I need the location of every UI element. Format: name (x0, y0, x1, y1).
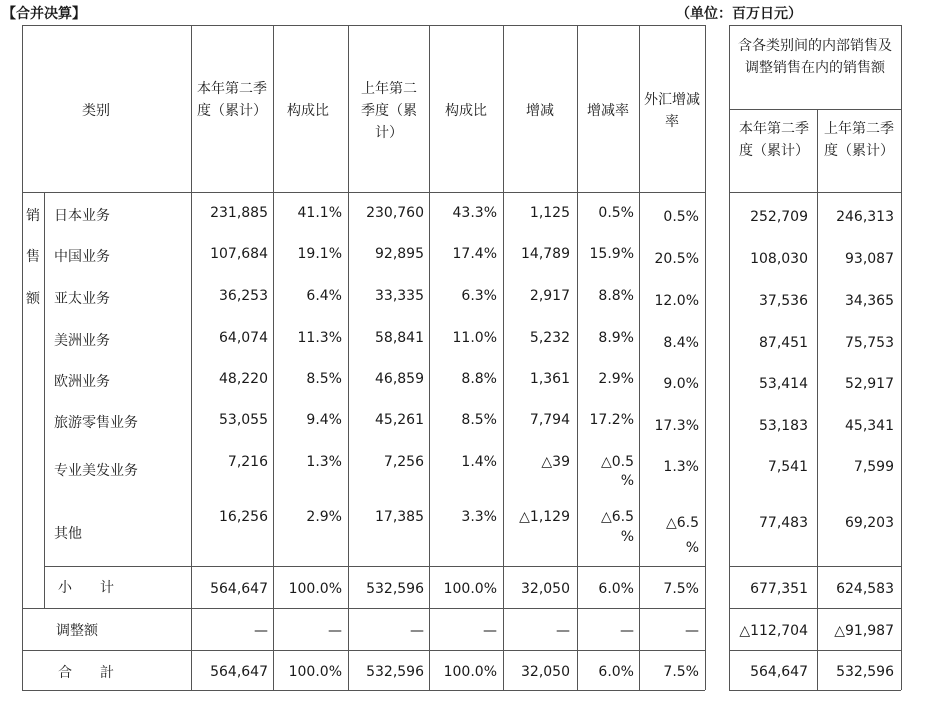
cell-fx-rate: 8.4% (663, 335, 699, 351)
cell-ratio-1: 19.1% (297, 246, 342, 262)
adjustment-int-last-year: △91,987 (834, 623, 894, 639)
cell-ratio-1: 2.9% (306, 509, 342, 525)
table-left-border (22, 25, 23, 690)
cell-change-rate: 15.9% (589, 246, 634, 262)
subtotal-ratio-2: 100.0% (443, 581, 497, 597)
header-int-last-year: 上年第二季度（累计） (824, 121, 894, 159)
row-name: 亚太业务 (54, 291, 110, 307)
right-col-divider (817, 109, 818, 690)
cell-last-year: 45,261 (375, 412, 424, 428)
side-label-char-1: 销 (26, 208, 40, 224)
row-name: 美洲业务 (54, 333, 110, 349)
cell-ratio-2: 43.3% (452, 205, 497, 221)
cell-fx-rate: 1.3% (663, 459, 699, 475)
adjustment-ratio-2: — (483, 623, 497, 639)
header-int-this-year: 本年第二季度（累计） (739, 121, 809, 159)
cell-change-rate: △0.5 (600, 454, 634, 470)
total-int-this-year: 564,647 (750, 664, 808, 680)
cell-this-year: 107,684 (210, 246, 268, 262)
cell-ratio-2: 8.5% (461, 412, 497, 428)
table-top-border (22, 25, 705, 26)
cell-this-year: 16,256 (219, 509, 268, 525)
cell-this-year: 48,220 (219, 371, 268, 387)
row-name: 日本业务 (54, 208, 110, 224)
header-bottom-border (22, 192, 705, 193)
cell-change: 1,361 (529, 371, 570, 387)
subtotal-ratio-1: 100.0% (288, 581, 342, 597)
row-name: 中国业务 (54, 249, 110, 265)
cell-last-year: 7,256 (383, 454, 424, 470)
cell-last-year: 58,841 (375, 330, 424, 346)
cell-change: △1,129 (519, 509, 570, 525)
adjustment-last-year: — (410, 623, 424, 639)
right-header-divider (729, 109, 901, 110)
adjustment-label: 调整额 (56, 623, 98, 639)
total-ratio-1: 100.0% (288, 664, 342, 680)
cell-ratio-1: 9.4% (306, 412, 342, 428)
subtotal-fx-rate: 7.5% (663, 581, 699, 597)
cell-ratio-2: 1.4% (461, 454, 497, 470)
cell-change-rate: 17.2% (589, 412, 634, 428)
subtotal-label: 小 计 (58, 580, 114, 596)
total-change-rate: 6.0% (598, 664, 634, 680)
adjust-top-border (22, 608, 705, 609)
cell-fx-rate: 0.5% (663, 209, 699, 225)
header-last-year: 上年第二季度（累计） (361, 81, 417, 141)
cell-change-rate: 0.5% (598, 205, 634, 221)
header-ratio-2: 构成比 (445, 103, 487, 119)
cell-ratio-2: 3.3% (461, 509, 497, 525)
subtotal-int-last-year: 624,583 (836, 581, 894, 597)
cell-ratio-2: 8.8% (461, 371, 497, 387)
unit-label (676, 3, 802, 23)
total-fx-rate: 7.5% (663, 664, 699, 680)
subtotal-last-year: 532,596 (366, 581, 424, 597)
cell-change: 7,794 (529, 412, 570, 428)
header-fx-rate: 外汇增减率 (644, 92, 700, 130)
cell-change-rate-unit: % (620, 473, 634, 489)
cell-int-this-year: 37,536 (759, 293, 808, 309)
adjustment-change-rate: — (620, 623, 634, 639)
total-change: 32,050 (521, 664, 570, 680)
cell-change: 5,232 (529, 330, 570, 346)
right-adjust-top-border (729, 608, 901, 609)
cell-int-last-year: 34,365 (845, 293, 894, 309)
right-header-bottom-border (729, 192, 901, 193)
cell-fx-rate: 17.3% (654, 418, 699, 434)
right-table-bottom-border (729, 690, 901, 691)
row-name: 专业美发业务 (54, 463, 138, 479)
cell-ratio-1: 11.3% (297, 330, 342, 346)
cell-fx-rate: 20.5% (654, 251, 699, 267)
cell-this-year: 231,885 (210, 205, 268, 221)
adjustment-this-year: — (254, 623, 268, 639)
cell-int-last-year: 7,599 (853, 459, 894, 475)
right-total-top-border (729, 650, 901, 651)
cell-ratio-1: 41.1% (297, 205, 342, 221)
cell-last-year: 33,335 (375, 288, 424, 304)
adjustment-fx-rate: — (685, 623, 699, 639)
cell-int-last-year: 69,203 (845, 515, 894, 531)
table-right-border (705, 25, 706, 690)
cell-ratio-1: 6.4% (306, 288, 342, 304)
cell-fx-rate: △6.5 (665, 515, 699, 531)
cell-int-this-year: 53,183 (759, 418, 808, 434)
adjustment-ratio-1: — (328, 623, 342, 639)
cell-this-year: 7,216 (227, 454, 268, 470)
total-top-border (22, 650, 705, 651)
unit-prefix: （单位： (676, 6, 732, 22)
row-name: 其他 (54, 526, 82, 542)
header-this-year: 本年第二季度（累计） (197, 81, 267, 119)
cell-ratio-1: 1.3% (306, 454, 342, 470)
cell-int-last-year: 45,341 (845, 418, 894, 434)
right-subtotal-top-border (729, 566, 901, 567)
side-label-char-2: 售 (26, 249, 40, 265)
cell-last-year: 46,859 (375, 371, 424, 387)
cell-last-year: 92,895 (375, 246, 424, 262)
row-name: 欧洲业务 (54, 374, 110, 390)
cell-int-this-year: 77,483 (759, 515, 808, 531)
cell-int-this-year: 252,709 (750, 209, 808, 225)
cell-this-year: 64,074 (219, 330, 268, 346)
subtotal-top-border (44, 566, 705, 567)
row-name: 旅游零售业务 (54, 415, 138, 431)
cell-change-rate: 8.8% (598, 288, 634, 304)
cell-change-rate: 8.9% (598, 330, 634, 346)
table-bottom-border (22, 690, 705, 691)
cell-change: 2,917 (529, 288, 570, 304)
right-table-right-border (901, 25, 902, 690)
subtotal-int-this-year: 677,351 (750, 581, 808, 597)
cell-change-rate: 2.9% (598, 371, 634, 387)
cell-int-last-year: 246,313 (836, 209, 894, 225)
adjustment-int-this-year: △112,704 (739, 623, 808, 639)
cell-fx-rate: 9.0% (663, 376, 699, 392)
cell-int-this-year: 7,541 (767, 459, 808, 475)
right-table-top-border (729, 25, 901, 26)
cell-int-this-year: 108,030 (750, 251, 808, 267)
cell-change-rate-unit: % (620, 529, 634, 545)
cell-this-year: 36,253 (219, 288, 268, 304)
cell-int-last-year: 52,917 (845, 376, 894, 392)
side-label-divider (44, 192, 45, 608)
side-label-char-3: 额 (26, 291, 40, 307)
cell-int-last-year: 75,753 (845, 335, 894, 351)
cell-this-year: 53,055 (219, 412, 268, 428)
adjustment-change: — (556, 623, 570, 639)
cell-ratio-2: 11.0% (452, 330, 497, 346)
cell-last-year: 230,760 (366, 205, 424, 221)
report-title: 【合并决算】 (2, 6, 86, 22)
total-last-year: 532,596 (366, 664, 424, 680)
header-ratio-1: 构成比 (287, 103, 329, 119)
subtotal-this-year: 564,647 (210, 581, 268, 597)
total-ratio-2: 100.0% (443, 664, 497, 680)
cell-change: 14,789 (521, 246, 570, 262)
cell-ratio-2: 17.4% (452, 246, 497, 262)
header-internal-sales: 含各类别间的内部销售及调整销售在内的销售额 (738, 38, 892, 76)
header-category: 类别 (82, 103, 110, 119)
unit-value: 百万日元） (732, 6, 802, 22)
cell-last-year: 17,385 (375, 509, 424, 525)
cell-fx-rate-unit: % (685, 540, 699, 556)
cell-ratio-1: 8.5% (306, 371, 342, 387)
total-this-year: 564,647 (210, 664, 268, 680)
total-label: 合 計 (58, 665, 114, 681)
cell-int-last-year: 93,087 (845, 251, 894, 267)
header-change-rate: 增减率 (587, 103, 629, 119)
cell-int-this-year: 87,451 (759, 335, 808, 351)
cell-int-this-year: 53,414 (759, 376, 808, 392)
header-change: 增减 (526, 103, 554, 119)
cell-change: 1,125 (529, 205, 570, 221)
subtotal-change-rate: 6.0% (598, 581, 634, 597)
subtotal-change: 32,050 (521, 581, 570, 597)
cell-change-rate: △6.5 (600, 509, 634, 525)
cell-ratio-2: 6.3% (461, 288, 497, 304)
total-int-last-year: 532,596 (836, 664, 894, 680)
cell-change: △39 (541, 454, 570, 470)
cell-fx-rate: 12.0% (654, 293, 699, 309)
